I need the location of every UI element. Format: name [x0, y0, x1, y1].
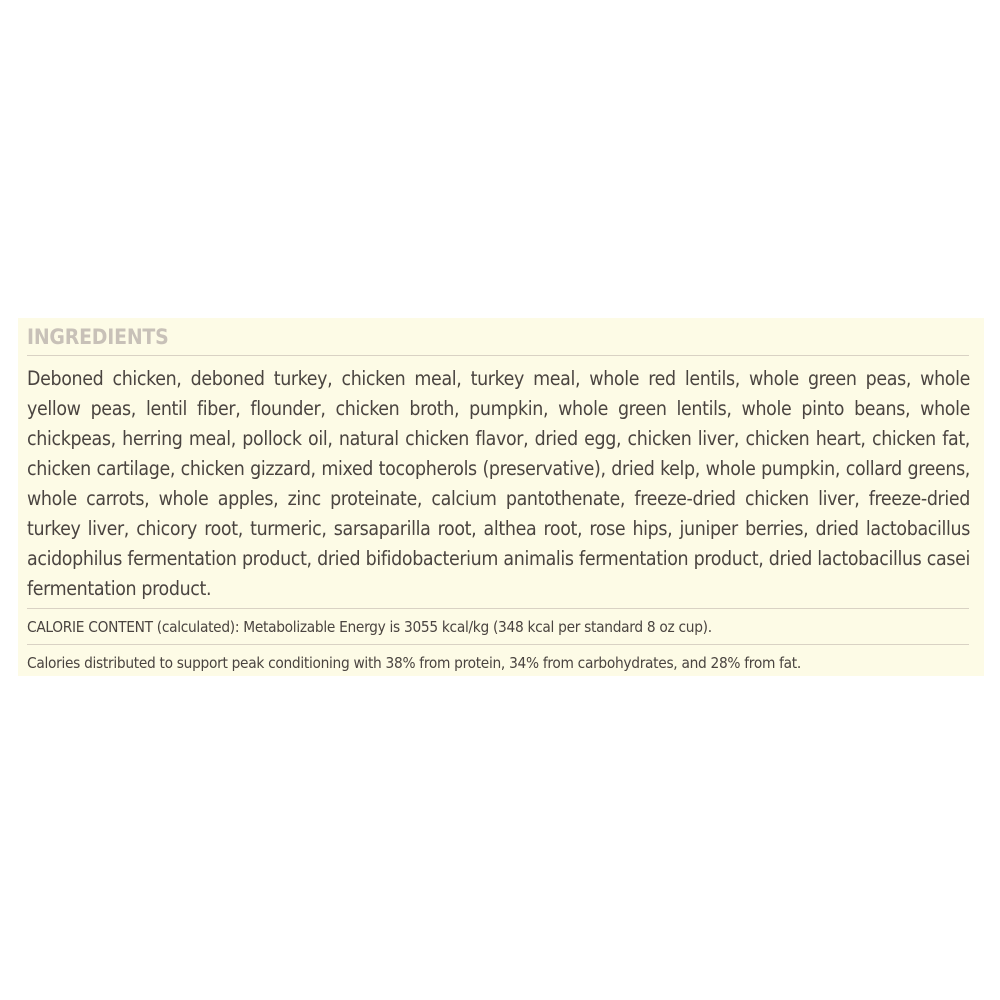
ingredients-divider [27, 608, 969, 609]
heading-divider [27, 355, 969, 356]
calorie-divider [27, 644, 969, 645]
calorie-content-statement: CALORIE CONTENT (calculated): Metabolizable Energy is 3055 kcal/kg (348 kcal per standard 8 oz cup). [27, 618, 712, 636]
ingredients-list: Deboned chicken, deboned turkey, chicken meal, turkey meal, whole red lentils, whole green peas, whole yellow peas, lentil fiber, flounder, chicken broth, pumpkin, whole green lentils, whole pinto beans, whole chickpeas, herring meal, pollock oil, natural chicken flavor, dried egg, chicken liver, chicken heart, chicken fat, chicken cartilage, chicken gizzard, mixed tocopherols (preservative), dried kelp, whole pumpkin, collard greens, whole carrots, whole apples, zinc proteinate, calcium pantothenate, freeze-dried chicken liver, freeze-dried turkey liver, chicory root, turmeric, sarsaparilla root, althea root, rose hips, juniper berries, dried lactobacillus acidophilus fermentation product, dried bifidobacterium animalis fermentation product, dried lactobacillus casei fermentation product. [27, 367, 970, 600]
calories-distribution-statement: Calories distributed to support peak conditioning with 38% from protein, 34% from carbohydrates, and 28% from fat. [27, 654, 801, 672]
ingredients-label-panel [18, 318, 984, 676]
ingredients-heading: INGREDIENTS [27, 325, 169, 349]
